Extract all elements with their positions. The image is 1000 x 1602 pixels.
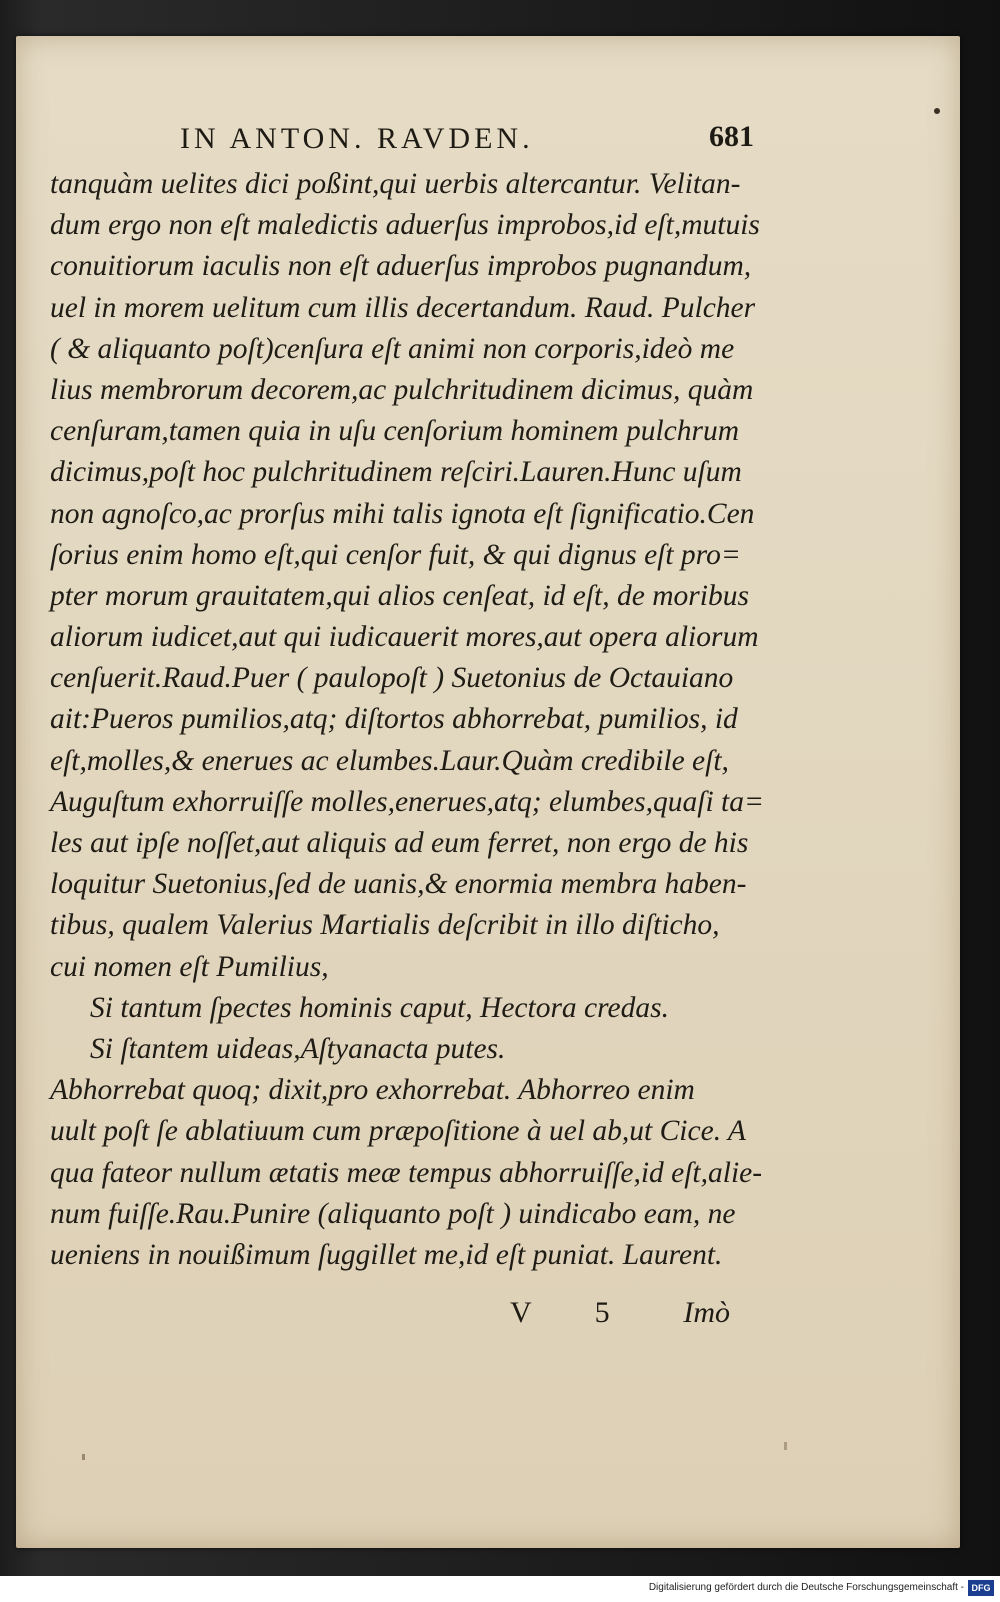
text-line: Auguſtum exhorruiſſe molles,enerues,atq; elumbes,quaſi ta=: [50, 785, 764, 818]
text-line: qua fateor nullum ætatis meæ tempus abhorruiſſe,id eſt,alie-: [50, 1156, 763, 1189]
text-line: ( & aliquanto poſt)cenſura eſt animi non corporis,ideò me: [50, 332, 735, 365]
text-line: cui nomen eſt Pumilius,: [50, 950, 329, 983]
body-text: [50, 164, 770, 1276]
text-line: Abhorrebat quoq; dixit,pro exhorrebat. Abhorreo enim: [50, 1074, 695, 1107]
text-line: loquitur Suetonius,ſed de uanis,& enormia membra haben-: [50, 868, 747, 901]
funding-credit: Digitalisierung gefördert durch die Deutsche Forschungsgemeinschaft -: [648, 1582, 964, 1593]
text-line: les aut ipſe noſſet,aut aliquis ad eum ferret, non ergo de his: [50, 827, 749, 859]
text-line: tanquàm uelites dici poßint,qui uerbis altercantur. Velitan-: [50, 168, 741, 200]
running-head: IN ANTON. RAVDEN.: [180, 122, 534, 155]
footer-bar: [0, 1576, 1000, 1602]
signature-line: [510, 1296, 740, 1336]
text-line: ait:Pueros pumilios,atq; diſtortos abhorrebat, pumilios, id: [50, 703, 738, 736]
ink-spot: [934, 108, 940, 114]
catchword: Imò: [683, 1296, 730, 1329]
text-line: ſorius enim homo eſt,qui cenſor fuit, & qui dignus eſt pro=: [50, 538, 741, 571]
text-line: dum ergo non eſt maledictis aduerſus improbos,id eſt,mutuis: [50, 209, 760, 242]
verse-line: Si ſtantem uideas,Aſtyanacta putes.: [90, 1032, 506, 1065]
text-line: conuitiorum iaculis non eſt aduerſus improbos pugnandum,: [50, 250, 752, 283]
text-line: eſt,molles,& enerues ac elumbes.Laur.Quàm credibile eſt,: [50, 744, 729, 777]
text-line: non agnoſco,ac prorſus mihi talis ignota eſt ſignificatio.Cen: [50, 497, 755, 530]
page-header: [180, 118, 760, 164]
text-line: uult poſt ſe ablatiuum cum præpoſitione à uel ab,ut Cice. A: [50, 1115, 746, 1148]
text-line: uel in morem uelitum cum illis decertandum. Raud. Pulcher: [50, 291, 756, 324]
verse-line: Si tantum ſpectes hominis caput, Hectora credas.: [90, 991, 669, 1024]
signature-mark: V 5: [510, 1296, 638, 1329]
ink-spot: [82, 1454, 85, 1460]
ink-spot: [784, 1442, 787, 1450]
dfg-logo-icon: DFG: [968, 1580, 994, 1596]
text-line: tibus, qualem Valerius Martialis deſcribit in illo diſticho,: [50, 909, 720, 942]
text-line: num fuiſſe.Rau.Punire (aliquanto poſt ) uindicabo eam, ne: [50, 1197, 736, 1230]
text-line: cenſuerit.Raud.Puer ( paulopoſt ) Suetonius de Octauiano: [50, 662, 734, 695]
text-line: ueniens in nouißimum ſuggillet me,id eſt puniat. Laurent.: [50, 1238, 723, 1271]
text-line: lius membrorum decorem,ac pulchritudinem dicimus, quàm: [50, 373, 754, 406]
text-line: cenſuram,tamen quia in uſu cenſorium hominem pulchrum: [50, 415, 740, 448]
text-line: dicimus,poſt hoc pulchritudinem reſciri.Lauren.Hunc uſum: [50, 456, 742, 489]
text-line: aliorum iudicet,aut qui iudicauerit mores,aut opera aliorum: [50, 621, 759, 654]
page-number: 681: [709, 120, 754, 153]
text-line: pter morum grauitatem,qui alios cenſeat, id eſt, de moribus: [50, 579, 749, 612]
